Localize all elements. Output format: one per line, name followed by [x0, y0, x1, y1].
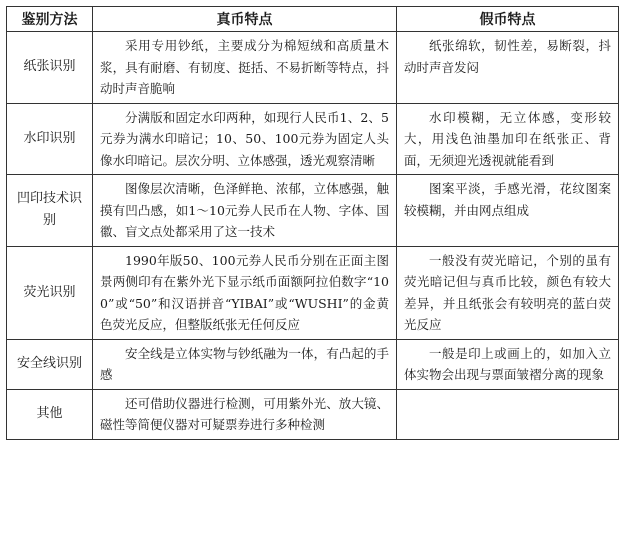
fake-cell: 水印模糊，无立体感，变形较大，用浅色油墨加印在纸张正、背面，无须迎光透视就能看到: [397, 103, 619, 175]
method-cell: 荧光识别: [7, 246, 93, 339]
fake-cell: 一般是印上或画上的，如加入立体实物会出现与票面皱褶分离的现象: [397, 339, 619, 389]
genuine-cell: 分满版和固定水印两种，如现行人民币1、2、5元券为满水印暗记；10、50、100元券为固定人头像水印暗记。层次分明、立体感强，透光观察清晰: [93, 103, 397, 175]
genuine-cell: 1990年版50、100元券人民币分别在正面主图景两侧印有在紫外光下显示纸币面额阿拉伯数字“100”或“50”和汉语拼音“YIBAI”或“WUSHI”的金黄色荧光反应，但整版纸张无任何反应: [93, 246, 397, 339]
fake-cell: 图案平淡，手感光滑，花纹图案较模糊，并由网点组成: [397, 175, 619, 247]
table-row: [7, 389, 619, 439]
method-cell: 安全线识别: [7, 339, 93, 389]
genuine-cell: 采用专用钞纸，主要成分为棉短绒和高质量木浆，具有耐磨、有韧度、挺括、不易折断等特点，抖动时声音脆响: [93, 32, 397, 104]
header-fake: 假币特点: [397, 7, 619, 32]
method-cell: 纸张识别: [7, 32, 93, 104]
header-genuine: 真币特点: [93, 7, 397, 32]
header-method: 鉴别方法: [7, 7, 93, 32]
method-cell: 凹印技术识别: [7, 175, 93, 247]
currency-identification-table-container: [6, 6, 618, 440]
fake-cell: [397, 389, 619, 439]
table-row: [7, 246, 619, 339]
table-row: [7, 32, 619, 104]
genuine-cell: 还可借助仪器进行检测，可用紫外光、放大镜、磁性等简便仪器对可疑票券进行多种检测: [93, 389, 397, 439]
fake-cell: 纸张绵软，韧性差，易断裂，抖动时声音发闷: [397, 32, 619, 104]
currency-identification-table: [6, 6, 619, 440]
genuine-cell: 安全线是立体实物与钞纸融为一体，有凸起的手感: [93, 339, 397, 389]
method-cell: 其他: [7, 389, 93, 439]
table-row: [7, 175, 619, 247]
method-cell: 水印识别: [7, 103, 93, 175]
fake-cell: 一般没有荧光暗记，个别的虽有荧光暗记但与真币比较，颜色有较大差异，并且纸张会有较明亮的蓝白荧光反应: [397, 246, 619, 339]
genuine-cell: 图像层次清晰，色泽鲜艳、浓郁，立体感强，触摸有凹凸感，如1～10元券人民币在人物、字体、国徽、盲文点处都采用了这一技术: [93, 175, 397, 247]
table-row: [7, 339, 619, 389]
table-row: [7, 103, 619, 175]
table-header-row: [7, 7, 619, 32]
